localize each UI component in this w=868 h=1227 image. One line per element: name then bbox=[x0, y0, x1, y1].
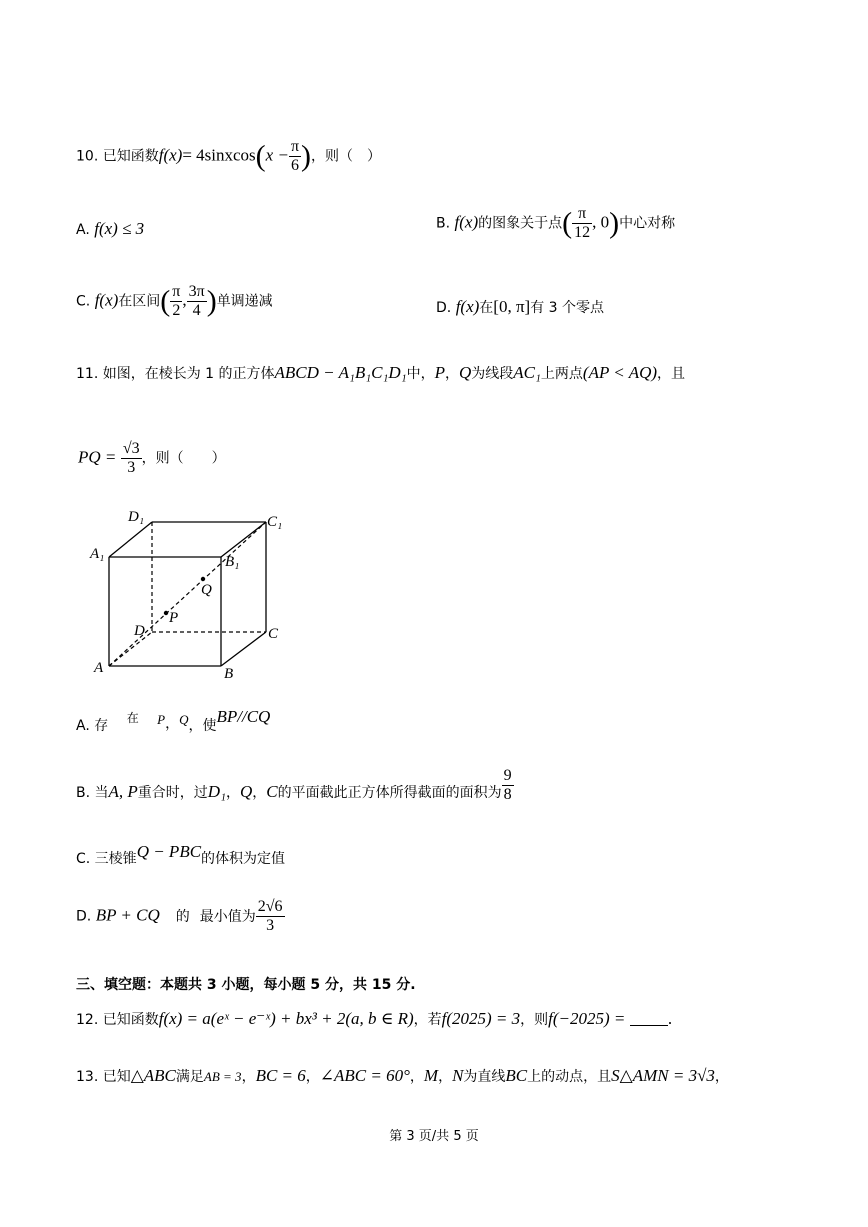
point-Q bbox=[201, 577, 205, 581]
edge-B1C1 bbox=[221, 522, 266, 557]
label-A1: A₁ bbox=[90, 546, 105, 562]
paren-right: ) bbox=[301, 139, 312, 173]
diagonal-AC1 bbox=[109, 522, 266, 666]
label-B: B bbox=[224, 666, 234, 682]
q10-inner: x − bbox=[265, 145, 289, 165]
q10-option-a: A. f(x) ≤ 3 bbox=[76, 219, 145, 238]
point-P bbox=[164, 611, 168, 615]
q11-option-b: B. 当A, P重合时，过D₁，Q，C的平面截此正方体所得截面的面积为 $\frac{9}{8}$ bbox=[76, 767, 512, 803]
answer-blank[interactable] bbox=[630, 1011, 668, 1026]
label-B1: B₁ bbox=[225, 554, 240, 570]
q10-option-d: D. f(x)在[0, π]有 3 个零点 bbox=[436, 297, 604, 316]
label-Q: Q bbox=[201, 582, 212, 598]
label-P: P bbox=[169, 610, 179, 626]
label-A: A bbox=[94, 660, 104, 676]
q10-option-b: B. f(x)的图象关于点( $\frac{\pi}{12}$ , 0)中心对称 bbox=[436, 205, 676, 241]
section-3-title: 三、填空题：本题共 3 小题，每小题 5 分，共 15 分. bbox=[76, 977, 416, 993]
q10-eq: = 4sinxcos bbox=[182, 145, 256, 165]
q10-fx: f(x) bbox=[158, 145, 183, 165]
q10-tail: ，则（ ） bbox=[311, 148, 382, 165]
cube-name: ABCD − A₁B₁C₁D₁ bbox=[274, 363, 407, 382]
q10-option-c: C. f(x)在区间( $\frac{\pi}{2}$ , $\frac{3\pi}{4}$ )单调递减 bbox=[76, 283, 273, 319]
q11-stem: 11. 如图，在棱长为 1 的正方体ABCD − A₁B₁C₁D₁中，P，Q为线段AC₁上两点(AP < AQ)，且 bbox=[76, 363, 686, 382]
q11-option-c: C. 三棱锥Q − PBC的体积为定值 bbox=[76, 842, 286, 867]
label-D: D bbox=[134, 623, 145, 639]
hidden-edge-AD bbox=[109, 632, 152, 666]
q11-condition-pq: PQ = $\frac{√3}{3}$ ，则（ ） bbox=[78, 440, 226, 476]
q13-stem: 13. 已知△ABC满足AB = 3，BC = 6，∠ABC = 60°，M，N为直线BC上的动点，且S△AMN = 3√3， bbox=[76, 1066, 729, 1085]
paren-left: ( bbox=[255, 139, 266, 173]
label-C1: C₁ bbox=[267, 514, 283, 530]
q11-option-d: D. BP + CQ 的 最小值为 $\frac{2√6}{3}$ bbox=[76, 898, 283, 934]
q10-stem bbox=[76, 138, 381, 175]
edge-A1D1 bbox=[109, 522, 152, 557]
cube-figure bbox=[86, 508, 296, 683]
edge-BC bbox=[221, 632, 266, 666]
q12-stem: 12. 已知函数f(x) = a(eˣ − e⁻ˣ) + bx³ + 2(a, b ∈ R)，若f(2025) = 3，则f(−2025) = . bbox=[76, 1009, 673, 1028]
label-C: C bbox=[268, 626, 279, 642]
q10-frac: $\frac{\pi}{6}$ bbox=[290, 138, 300, 174]
label-D1: D₁ bbox=[128, 509, 145, 525]
page-number: 第 3 页/共 5 页 bbox=[389, 1129, 479, 1144]
q11-option-a: A. 存 在 P，Q，使BP//CQ bbox=[76, 707, 271, 734]
q10-lead: 10. 已知函数 bbox=[76, 148, 159, 165]
